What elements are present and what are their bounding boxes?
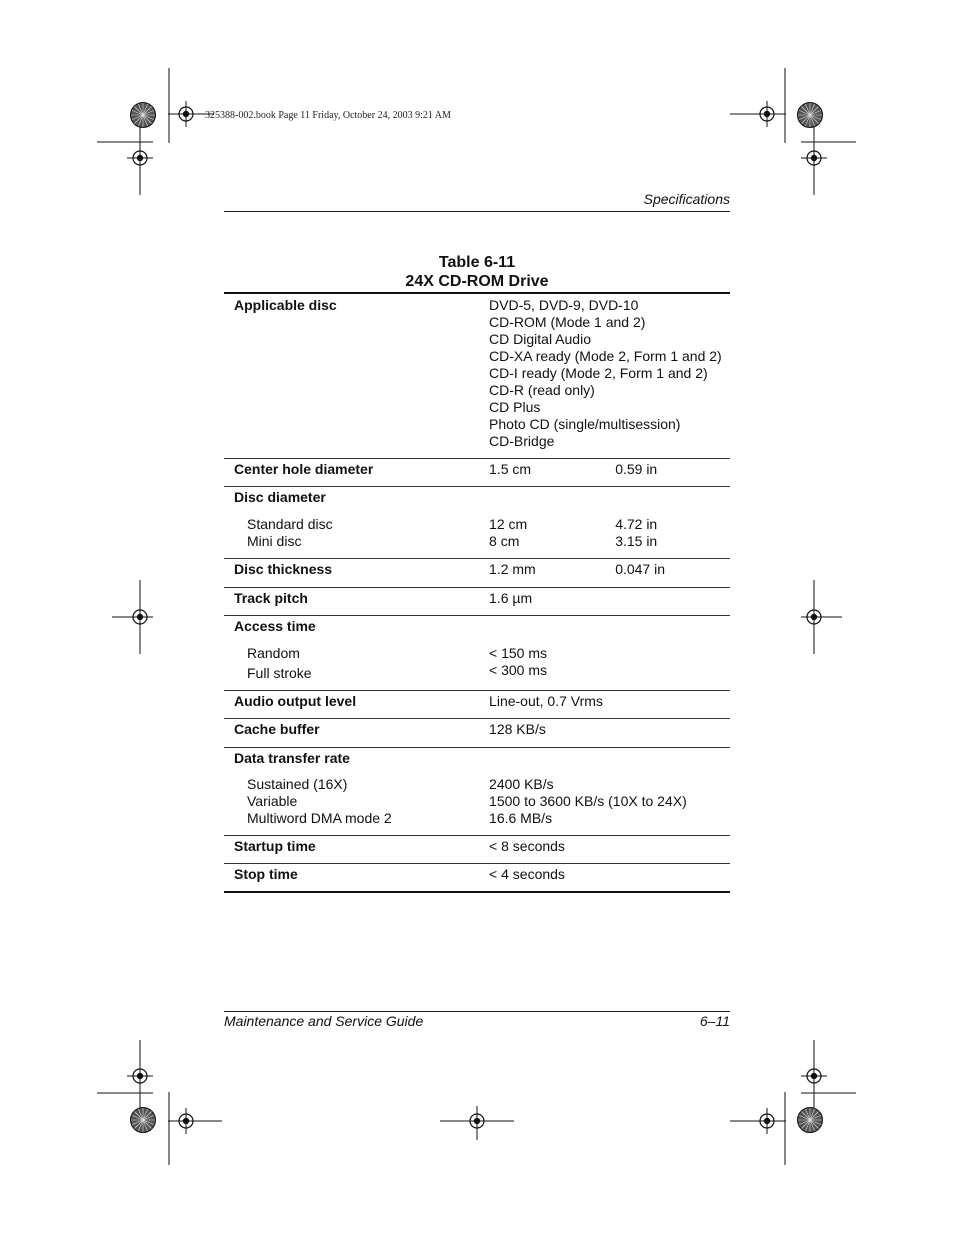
list-item: CD-R (read only) — [489, 382, 595, 398]
header-rule — [224, 211, 730, 212]
table-title: 24X CD-ROM Drive — [405, 273, 549, 290]
subrow-label: Mini disc — [247, 533, 302, 549]
list-item: CD-I ready (Mode 2, Form 1 and 2) — [489, 365, 708, 381]
list-item: CD-XA ready (Mode 2, Form 1 and 2) — [489, 348, 722, 364]
imperial-value: 0.59 in — [615, 459, 730, 487]
row-value: < 8 seconds — [489, 836, 730, 864]
table-subrow — [224, 665, 730, 691]
subrow-label: Standard disc — [247, 516, 333, 532]
subrow-label: Multiword DMA mode 2 — [247, 810, 392, 826]
row-label: Track pitch — [224, 588, 489, 616]
running-head: Specifications — [643, 191, 730, 207]
table-subrow — [224, 533, 730, 559]
table-row — [224, 459, 730, 487]
metric-value: 8 cm — [489, 533, 520, 549]
row-label: Center hole diameter — [224, 459, 489, 487]
table-subrow — [224, 810, 730, 836]
row-value: < 300 ms — [489, 662, 548, 678]
table-row — [224, 719, 730, 748]
row-label: Access time — [224, 616, 489, 646]
subrow-label: Full stroke — [247, 665, 312, 681]
table-row — [224, 616, 730, 646]
metric-value: 12 cm — [489, 516, 528, 532]
table-row — [224, 487, 730, 517]
subrow-label: Sustained (16X) — [247, 776, 348, 792]
applicable-disc-list — [489, 293, 730, 459]
list-item: CD Digital Audio — [489, 331, 591, 347]
table-caption — [224, 253, 730, 291]
list-item: CD Plus — [489, 399, 541, 415]
table-row — [224, 836, 730, 864]
print-slug: 325388-002.book Page 11 Friday, October 24, 2003 9:21 AM — [205, 110, 451, 121]
table-row — [224, 748, 730, 777]
row-value: 1500 to 3600 KB/s (10X to 24X) — [489, 793, 687, 809]
metric-value: 1.2 mm — [489, 559, 615, 588]
page-number: 6–11 — [699, 1013, 730, 1029]
table-number: Table 6-11 — [438, 254, 516, 271]
row-value: 1.6 µm — [489, 588, 730, 616]
imperial-value: 0.047 in — [615, 559, 730, 588]
table-subrow — [224, 516, 730, 533]
list-item: Photo CD (single/multisession) — [489, 416, 681, 432]
imperial-value: 4.72 in — [615, 516, 658, 532]
table-row — [224, 691, 730, 719]
table-row — [224, 293, 730, 459]
row-value: 16.6 MB/s — [489, 810, 553, 826]
spec-table — [224, 292, 730, 893]
table-subrow — [224, 776, 730, 793]
table-subrow — [224, 793, 730, 810]
imperial-value: 3.15 in — [615, 533, 658, 549]
list-item: CD-ROM (Mode 1 and 2) — [489, 314, 646, 330]
subrow-label: Random — [247, 645, 300, 661]
row-value: < 4 seconds — [489, 864, 730, 893]
footer-rule — [224, 1011, 730, 1012]
row-label: Stop time — [224, 864, 489, 893]
row-value: 128 KB/s — [489, 719, 730, 748]
list-item: CD-Bridge — [489, 433, 555, 449]
row-label: Disc thickness — [224, 559, 489, 588]
row-value: Line-out, 0.7 Vrms — [489, 691, 730, 719]
subrow-label: Variable — [247, 793, 298, 809]
row-value: 2400 KB/s — [489, 776, 554, 792]
row-label: Data transfer rate — [224, 748, 489, 777]
list-item: DVD-5, DVD-9, DVD-10 — [489, 297, 639, 313]
row-label: Audio output level — [224, 691, 489, 719]
metric-value: 1.5 cm — [489, 459, 615, 487]
row-label: Startup time — [224, 836, 489, 864]
row-label: Disc diameter — [224, 487, 489, 517]
row-value: < 150 ms — [489, 645, 548, 661]
table-row — [224, 559, 730, 588]
row-label: Applicable disc — [234, 297, 337, 313]
table-row — [224, 588, 730, 616]
footer-title: Maintenance and Service Guide — [224, 1013, 424, 1029]
table-row — [224, 864, 730, 893]
row-label: Cache buffer — [224, 719, 489, 748]
